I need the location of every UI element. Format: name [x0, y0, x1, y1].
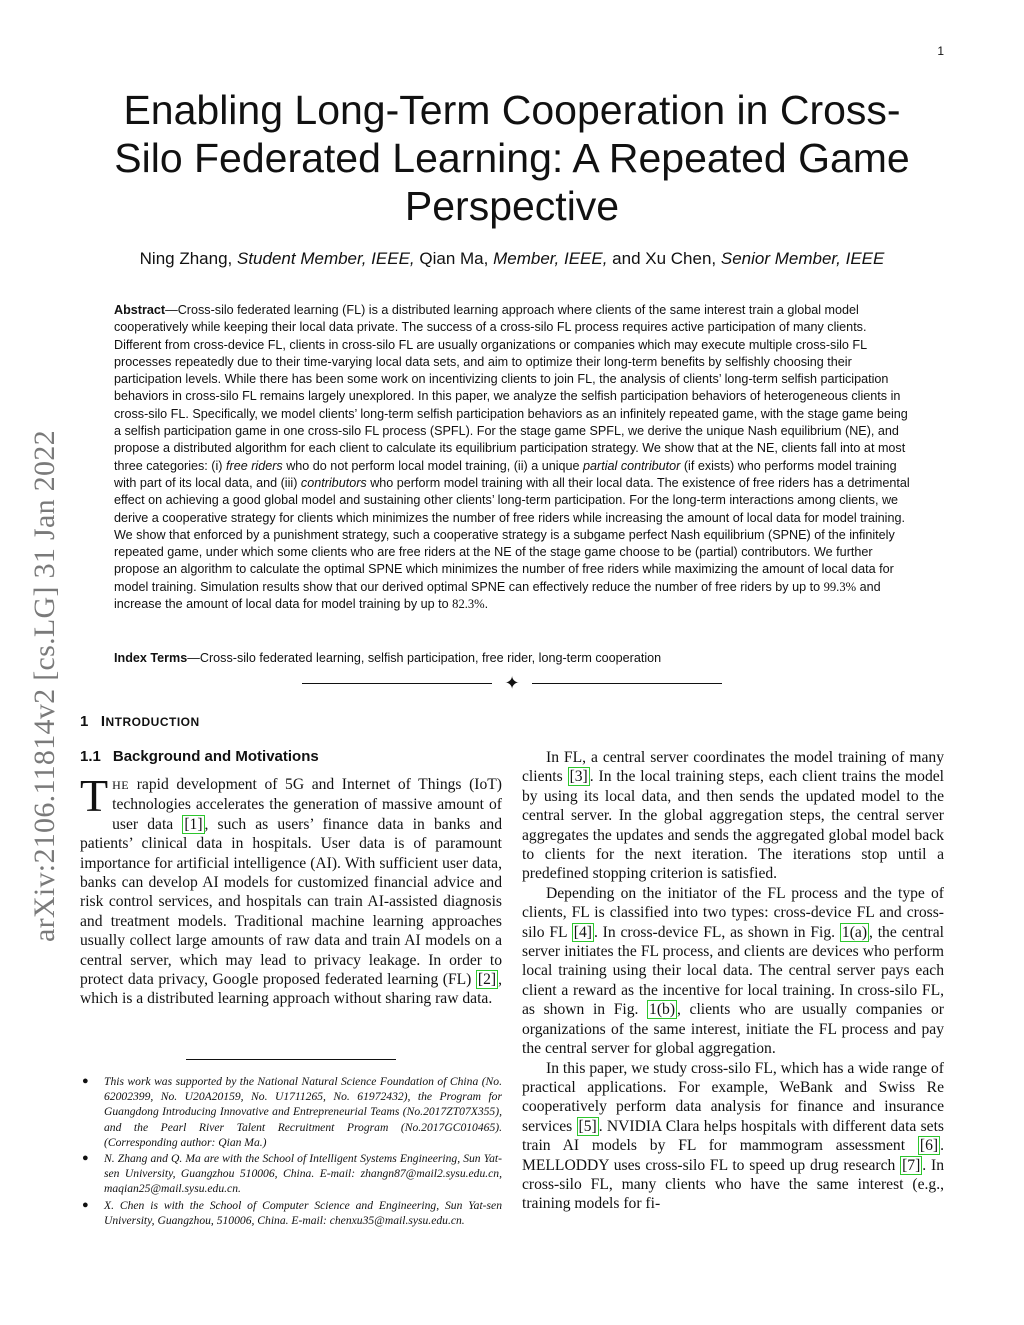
index-terms-text: —Cross-silo federated learning, selfish participation, free rider, long-term cooperation — [187, 651, 662, 665]
citation-link[interactable]: [2] — [477, 971, 497, 989]
footnote-item — [80, 1151, 502, 1197]
figure-link[interactable]: 1(a) — [841, 923, 868, 941]
subsection-heading — [80, 748, 319, 765]
footnote-item — [80, 1074, 502, 1150]
abstract-emphasis: partial contributor — [583, 458, 681, 473]
section-title-initial: I — [100, 713, 106, 730]
small-caps-word: HE — [112, 778, 130, 792]
citation-link[interactable]: [3] — [569, 768, 588, 786]
paragraph-text: . MELLODDY uses cross-silo FL to speed up drug research — [522, 1137, 944, 1174]
bullet-icon: ● — [82, 1075, 89, 1087]
abstract-text: who perform model training with all their local data. The existence of free riders has a detrimental effect on achieving a good global model and sustaining other clients’ long-term participation. For the long-term interactions among clients, we derive a cooperative strategy for clients which minimizes the number of free riders while increasing the amount of local data for model training. We show that enforced by a punishment strategy, such a cooperative strategy is a subgame perfect Nash equilibrium (SPNE) of the infinitely repeated game, under which some clients who are free riders at the NE of the stage game choose to be (partial) contributors. We further propose an algorithm to calculate the optimal SPNE which minimizes the number of free riders while maximizing the amount of local data for model training. Simulation results show that our derived optimal SPNE can effectively reduce the number of free riders by up to — [114, 475, 910, 594]
paragraph-text: rapid development of 5G and Internet of Things (IoT) technologies accelerates the generation of massive amount of user data — [112, 776, 502, 833]
footnotes — [80, 1074, 502, 1229]
body-paragraph — [522, 884, 944, 1059]
paragraph-text: . NVIDIA Clara helps hospitals with different data sets train AI models by FL for mammogram assessment — [522, 1117, 944, 1155]
abstract-percentage: 99.3% — [823, 579, 857, 594]
author-name: and Xu Chen, — [612, 249, 717, 268]
author-membership: Senior Member, IEEE — [720, 249, 885, 268]
section-separator — [302, 673, 722, 693]
intro-paragraph — [80, 770, 502, 1009]
author-name: Qian Ma, — [419, 249, 489, 268]
abstract — [114, 302, 910, 613]
separator-line — [532, 683, 722, 684]
abstract-emphasis: free riders — [226, 458, 283, 473]
subsection-number: 1.1 — [80, 748, 101, 765]
section-heading — [80, 713, 200, 730]
footnote-text: N. Zhang and Q. Ma are with the School of Intelligent Systems Engineering, Sun Yat-sen University, Guangzhou 510006, China. E-mail: zhangn87@mail2.sysu.edu.cn, maqian25@mail.sysu.edu.cn. — [104, 1152, 502, 1196]
bullet-icon: ● — [82, 1198, 89, 1211]
footnote-item — [80, 1198, 502, 1228]
footnote-rule — [186, 1059, 396, 1060]
figure-link[interactable]: 1(b) — [649, 1001, 676, 1019]
body-paragraph — [522, 1059, 944, 1214]
drop-cap: T — [80, 770, 109, 821]
body-paragraph — [522, 748, 944, 884]
paragraph-text: . In cross-device FL, as shown in Fig. — [593, 923, 840, 941]
abstract-text: who do not perform local model training, (ii) a unique — [282, 458, 584, 473]
abstract-text: and increase the amount of local data for model training by up to — [114, 579, 881, 612]
abstract-emphasis: contributors — [300, 475, 367, 490]
abstract-text: —Cross-silo federated learning (FL) is a distributed learning approach where clients of the same interest train a global model cooperatively while keeping their local data private. The success of a cross-silo FL process requires active participation of many clients. Different from cross-device FL, clients in cross-silo FL are usually organizations or companies which may execute multiple cross-silo FL processes repeatedly due to their time-varying local data sets, and aim to optimize their long-term benefits by selfishly choosing their participation levels. While there has been some work on incentivizing clients to join FL, the analysis of clients’ long-term selfish participation behaviors in cross-silo FL remains largely unexplored. In this paper, we analyze the selfish participation behaviors of heterogeneous clients in cross-silo FL. Specifically, we model clients’ long-term selfish participation behaviors as an infinitely repeated game, with the stage game being a selfish participation game in one cross-silo FL process (SPFL). For the stage game SPFL, we derive the unique Nash equilibrium (NE), and propose a distributed algorithm for each client to calculate its equilibrium participation strategy. We show that at the NE, clients fall into at most three categories: (i) — [114, 303, 908, 473]
paper-title: Enabling Long-Term Cooperation in Cross-Silo Federated Learning: A Repeated Game Perspective — [114, 87, 910, 229]
paragraph-text: , the central server initiates the FL process, and clients are devices who perform local training using their local data. The central server pays each client a reward as the incentive for local training. In cross-silo FL, as shown in Fig. — [522, 923, 945, 1019]
index-terms — [114, 650, 910, 667]
paragraph-text: , which is a distributed learning approach without sharing raw data. — [80, 971, 502, 1008]
footnote-text: X. Chen is with the School of Computer Science and Engineering, Sun Yat-sen University, Guangzhou, 510006, China. E-mail: chenxu35@mail.sysu.edu.cn. — [104, 1198, 502, 1227]
paragraph-text: , clients who are usually companies or organizations of the same interest, initiate the FL process and pay the central server for global aggregation. — [522, 1001, 944, 1058]
footnote-text: This work was supported by the National Natural Science Foundation of China (No. 62002399, No. U20A20159, No. U1711265, No. 61972432), the Program for Guangdong Introducing Innovative and Entrepreneurial Teams (No.2017ZT07X355), and the Pearl River Talent Recruitment Program (No.2017GC010465). (Corresponding author: Qian Ma.) — [104, 1075, 502, 1149]
citation-link[interactable]: [1] — [184, 815, 203, 833]
subsection-title: Background and Motivations — [112, 748, 319, 765]
paragraph-text: . In the local training steps, each client trains the model by using its local data, and then sends the updated model to the central server. In the global aggregation steps, the central server aggregates the updates and sends the aggregated global model back to clients for the next iteration. The iterations stop until a predefined stopping criterion is satisfied. — [522, 768, 944, 883]
paragraph-text: Depending on the initiator of the FL process and the type of clients, FL is classified into two types: cross-device FL and cross-silo FL — [522, 884, 944, 941]
bullet-icon: ● — [82, 1152, 89, 1165]
author-membership: Member, IEEE, — [493, 249, 608, 268]
right-column — [522, 748, 944, 1214]
author-list — [90, 248, 934, 270]
separator-diamond-icon: ✦ — [504, 673, 520, 693]
separator-line — [302, 683, 492, 684]
author-membership: Student Member, IEEE, — [237, 249, 415, 268]
abstract-percentage: 82.3% — [452, 597, 485, 612]
abstract-label: Abstract — [114, 303, 166, 317]
abstract-text: (if exists) who performs model training with part of its local data, and (iii) — [114, 458, 897, 490]
page-number: 1 — [937, 44, 944, 58]
citation-link[interactable]: [6] — [919, 1137, 939, 1155]
paragraph-text: . In cross-silo FL, many clients who have the same interest (e.g., training models for fi- — [522, 1156, 944, 1213]
author-name: Ning Zhang, — [139, 249, 233, 268]
section-title-rest: NTRODUCTION — [105, 715, 200, 729]
paragraph-text: , such as users’ finance data in banks and patients’ clinical data in hospitals. User data is of paramount importance for artificial intelligence (AI). With sufficient user data, banks can develop AI models for customized financial advice and risk control services, and hospitals can train AI-assisted diagnosis and treatment models. Traditional machine learning approaches usually collect large amounts of raw data and train AI models on a central server, which may lead to privacy leakage. In order to protect data privacy, Google proposed federated learning (FL) — [80, 815, 502, 989]
citation-link[interactable]: [5] — [578, 1117, 597, 1135]
index-terms-label: Index Terms — [114, 651, 188, 665]
citation-link[interactable]: [7] — [902, 1156, 921, 1174]
abstract-text: . — [484, 597, 489, 612]
paragraph-text: In this paper, we study cross-silo FL, which has a wide range of practical applications. For example, WeBank and Swiss Re cooperatively perform data analysis for finance and insurance services — [522, 1059, 944, 1135]
section-number: 1 — [80, 713, 89, 730]
citation-link[interactable]: [4] — [573, 923, 592, 941]
paragraph-text: In FL, a central server coordinates the model training of many clients — [522, 749, 944, 786]
arxiv-identifier[interactable]: arXiv:2106.11814v2 [cs.LG] 31 Jan 2022 — [28, 430, 61, 942]
